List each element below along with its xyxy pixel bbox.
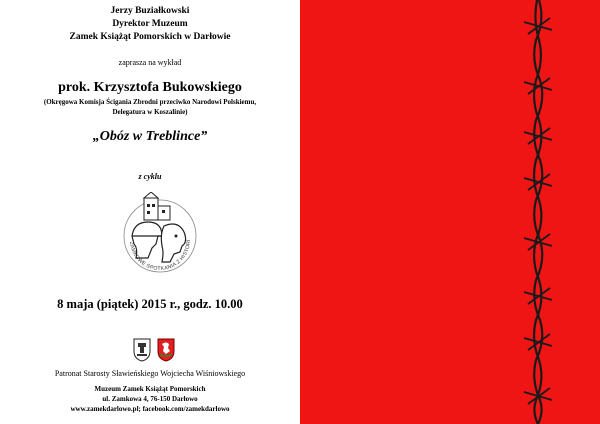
speaker-name: prok. Krzysztofa Bukowskiego — [58, 80, 242, 95]
griffin-crest-icon — [157, 338, 175, 362]
cycle-logo-icon — [118, 192, 202, 276]
patronage-text: Patronat Starosty Sławieńskiego Wojciecha Wiśniowskiego — [54, 369, 246, 378]
event-date: 8 maja (piątek) 2015 r., godz. 10.00 — [57, 297, 243, 311]
museum-name: Zamek Książąt Pomorskich w Darłowie — [69, 32, 231, 42]
barbed-wire-icon — [300, 0, 600, 424]
director-name: Jerzy Buziałkowski — [110, 6, 190, 16]
lecture-title: „Obóz w Treblince” — [92, 129, 208, 144]
footer-museum: Muzeum Zamek Książąt Pomorskich — [94, 385, 206, 393]
footer-web: www.zamekdarlowo.pl; facebook.com/zamekdarlowo — [70, 405, 230, 413]
county-crest-icon — [133, 338, 151, 362]
speaker-affiliation-line1: (Okręgowa Komisja Ścigania Zbrodni przeciwko Narodowi Polskiemu, — [43, 98, 257, 106]
director-title: Dyrektor Muzeum — [112, 19, 188, 29]
cycle-label: z cyklu — [138, 172, 162, 181]
footer-address: ul. Zamkowa 4, 76-150 Darłowo — [102, 395, 198, 403]
cycle-logo-text: ZAMKOWE SPOTKANIA Z HISTORI — [128, 239, 193, 273]
invite-text: zaprasza na wykład — [118, 58, 182, 67]
speaker-affiliation-line2: Delegatura w Koszalinie) — [112, 108, 188, 116]
red-panel — [300, 0, 600, 424]
